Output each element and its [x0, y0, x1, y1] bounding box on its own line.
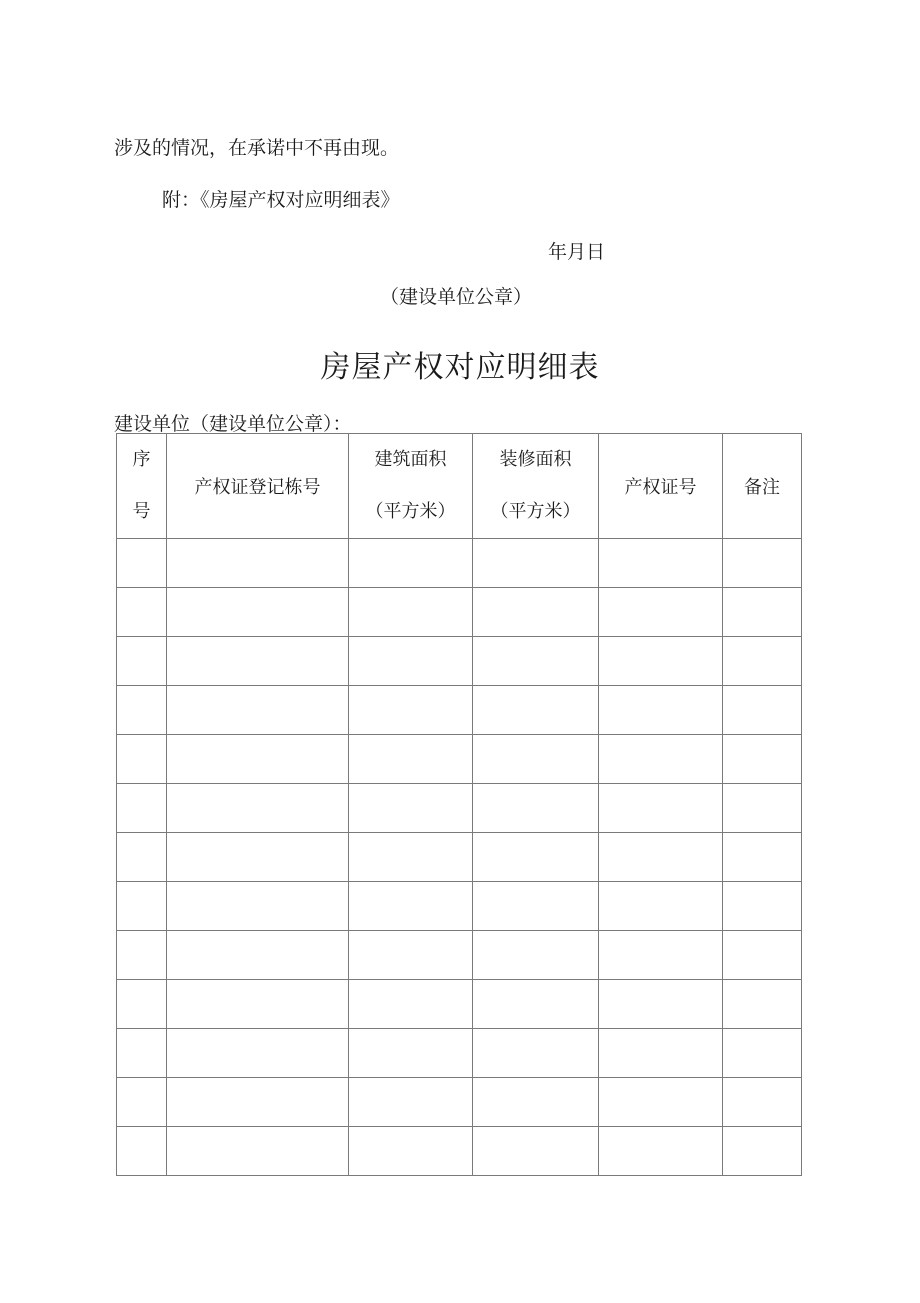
cell-remark[interactable]	[723, 735, 802, 784]
cell-seq[interactable]	[117, 588, 167, 637]
date-line: 年月日	[548, 241, 606, 263]
header-built-area-line1: 建筑面积	[374, 449, 447, 470]
cell-remark[interactable]	[723, 637, 802, 686]
cell-cert-no[interactable]	[599, 980, 723, 1029]
cell-cert-no[interactable]	[599, 1127, 723, 1176]
cell-building-no[interactable]	[167, 1029, 349, 1078]
table-row	[117, 833, 802, 882]
cell-building-no[interactable]	[167, 588, 349, 637]
cell-building-no[interactable]	[167, 833, 349, 882]
header-built-area	[349, 434, 473, 539]
cell-built-area[interactable]	[349, 1127, 473, 1176]
cell-cert-no[interactable]	[599, 1029, 723, 1078]
header-seq-line2: 号	[132, 501, 151, 522]
table-row	[117, 882, 802, 931]
cell-cert-no[interactable]	[599, 637, 723, 686]
table-row	[117, 1029, 802, 1078]
table-row	[117, 931, 802, 980]
cell-building-no[interactable]	[167, 980, 349, 1029]
cell-remark[interactable]	[723, 1127, 802, 1176]
cell-building-no[interactable]	[167, 637, 349, 686]
cell-built-area[interactable]	[349, 1029, 473, 1078]
cell-remark[interactable]	[723, 980, 802, 1029]
cell-building-no[interactable]	[167, 1127, 349, 1176]
header-building-no: 产权证登记栋号	[167, 434, 349, 539]
cell-deco-area[interactable]	[473, 833, 599, 882]
cell-cert-no[interactable]	[599, 931, 723, 980]
cell-remark[interactable]	[723, 539, 802, 588]
cell-remark[interactable]	[723, 1078, 802, 1127]
cell-cert-no[interactable]	[599, 1078, 723, 1127]
cell-deco-area[interactable]	[473, 588, 599, 637]
table-row	[117, 588, 802, 637]
cell-remark[interactable]	[723, 588, 802, 637]
table-row	[117, 1078, 802, 1127]
cell-built-area[interactable]	[349, 784, 473, 833]
table-row	[117, 980, 802, 1029]
cell-cert-no[interactable]	[599, 686, 723, 735]
cell-remark[interactable]	[723, 931, 802, 980]
cell-cert-no[interactable]	[599, 833, 723, 882]
cell-seq[interactable]	[117, 637, 167, 686]
table-title: 房屋产权对应明细表	[320, 350, 600, 385]
cell-building-no[interactable]	[167, 882, 349, 931]
cell-seq[interactable]	[117, 1078, 167, 1127]
cell-built-area[interactable]	[349, 833, 473, 882]
cell-built-area[interactable]	[349, 882, 473, 931]
property-detail-table	[116, 433, 802, 1176]
cell-deco-area[interactable]	[473, 539, 599, 588]
cell-seq[interactable]	[117, 882, 167, 931]
cell-seq[interactable]	[117, 735, 167, 784]
header-remark: 备注	[723, 434, 802, 539]
cell-building-no[interactable]	[167, 931, 349, 980]
cell-cert-no[interactable]	[599, 539, 723, 588]
header-seq-line1: 序	[132, 449, 151, 470]
table-row	[117, 686, 802, 735]
table-row	[117, 735, 802, 784]
header-deco-area-line2: （平方米）	[490, 501, 581, 522]
cell-deco-area[interactable]	[473, 686, 599, 735]
cell-cert-no[interactable]	[599, 784, 723, 833]
cell-deco-area[interactable]	[473, 980, 599, 1029]
header-built-area-line2: （平方米）	[365, 501, 456, 522]
cell-deco-area[interactable]	[473, 931, 599, 980]
cell-deco-area[interactable]	[473, 637, 599, 686]
cell-deco-area[interactable]	[473, 784, 599, 833]
cell-built-area[interactable]	[349, 637, 473, 686]
header-deco-area	[473, 434, 599, 539]
cell-cert-no[interactable]	[599, 588, 723, 637]
table-row	[117, 1127, 802, 1176]
cell-built-area[interactable]	[349, 588, 473, 637]
unit-label: 建设单位（建设单位公章）：	[114, 413, 352, 435]
seal-line: （建设单位公章）	[380, 286, 533, 308]
cell-deco-area[interactable]	[473, 735, 599, 784]
cell-remark[interactable]	[723, 882, 802, 931]
cell-seq[interactable]	[117, 980, 167, 1029]
header-seq	[117, 434, 167, 539]
table-row	[117, 539, 802, 588]
cell-building-no[interactable]	[167, 1078, 349, 1127]
cell-remark[interactable]	[723, 784, 802, 833]
header-cert-no: 产权证号	[599, 434, 723, 539]
cell-deco-area[interactable]	[473, 882, 599, 931]
cell-building-no[interactable]	[167, 686, 349, 735]
cell-remark[interactable]	[723, 833, 802, 882]
cell-remark[interactable]	[723, 686, 802, 735]
cell-seq[interactable]	[117, 1029, 167, 1078]
header-deco-area-line1: 装修面积	[499, 449, 572, 470]
cell-seq[interactable]	[117, 1127, 167, 1176]
cell-built-area[interactable]	[349, 931, 473, 980]
cell-seq[interactable]	[117, 833, 167, 882]
cell-seq[interactable]	[117, 784, 167, 833]
cell-cert-no[interactable]	[599, 882, 723, 931]
cell-deco-area[interactable]	[473, 1127, 599, 1176]
cell-building-no[interactable]	[167, 735, 349, 784]
attachment-line: 附：《房屋产权对应明细表》	[162, 189, 400, 211]
table-row	[117, 637, 802, 686]
table-row	[117, 784, 802, 833]
cell-built-area[interactable]	[349, 1078, 473, 1127]
cell-built-area[interactable]	[349, 686, 473, 735]
cell-remark[interactable]	[723, 1029, 802, 1078]
cell-deco-area[interactable]	[473, 1078, 599, 1127]
cell-seq[interactable]	[117, 686, 167, 735]
cell-building-no[interactable]	[167, 784, 349, 833]
cell-built-area[interactable]	[349, 539, 473, 588]
cell-building-no[interactable]	[167, 539, 349, 588]
cell-seq[interactable]	[117, 539, 167, 588]
continuation-text: 涉及的情况，在承诺中不再由现。	[114, 137, 400, 159]
cell-built-area[interactable]	[349, 980, 473, 1029]
cell-seq[interactable]	[117, 931, 167, 980]
cell-deco-area[interactable]	[473, 1029, 599, 1078]
cell-built-area[interactable]	[349, 735, 473, 784]
table-header-row	[117, 434, 802, 539]
cell-cert-no[interactable]	[599, 735, 723, 784]
